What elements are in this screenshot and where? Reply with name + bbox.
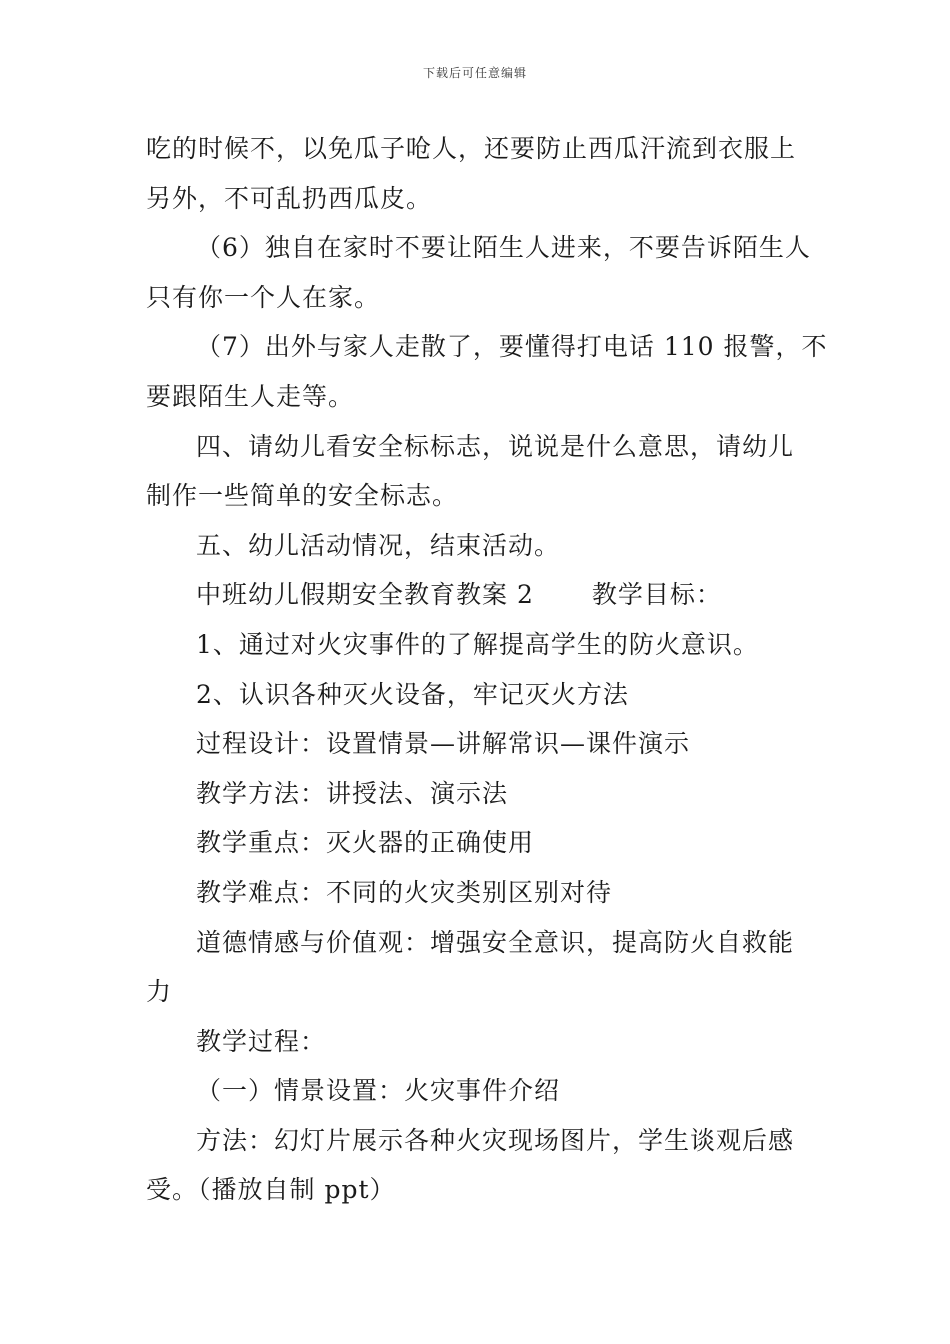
paragraph-line: 受。（播放自制 ppt）: [146, 1175, 396, 1205]
paragraph-line: 教学过程：: [196, 1026, 327, 1056]
paragraph-line: 制作一些简单的安全标志。: [146, 481, 459, 511]
paragraph-line: （一）情景设置：火灾事件介绍: [196, 1076, 561, 1106]
section-title-line: [146, 570, 814, 620]
paragraph-line: 2、认识各种灭火设备，牢记灭火方法: [196, 679, 629, 709]
paragraph-line: 1、通过对火灾事件的了解提高学生的防火意识。: [196, 629, 759, 659]
paragraph-line: 吃的时候不，以免瓜子呛人，还要防止西瓜汗流到衣服上: [146, 134, 797, 163]
teaching-goals-label: 教学目标：: [591, 580, 722, 610]
paragraph-line: 另外，不可乱扔西瓜皮。: [146, 183, 433, 213]
paragraph-line: （6）独自在家时不要让陌生人进来，不要告诉陌生人: [196, 233, 811, 263]
paragraph-line: 道德情感与价值观：增强安全意识，提高防火自救能: [196, 927, 795, 957]
document-body: [146, 124, 828, 1215]
paragraph-line: 教学方法：讲授法、演示法: [196, 778, 509, 808]
paragraph-line: （7）出外与家人走散了，要懂得打电话 110 报警，不: [196, 332, 828, 362]
paragraph-line: 四、请幼儿看安全标标志，说说是什么意思，请幼儿: [196, 431, 795, 461]
paragraph-line: 力: [146, 977, 173, 1007]
paragraph-line: 方法：幻灯片展示各种火灾现场图片，学生谈观后感: [196, 1125, 795, 1155]
paragraph-line: 要跟陌生人走等。: [146, 381, 355, 411]
paragraph-line: 教学难点：不同的火灾类别区别对待: [196, 877, 613, 907]
paragraph-line: 教学重点：灭火器的正确使用: [196, 828, 535, 858]
lesson-plan-title: 中班幼儿假期安全教育教案 2: [196, 580, 534, 610]
paragraph-line: 五、幼儿活动情况，结束活动。: [196, 530, 561, 560]
paragraph-line: 过程设计：设置情景—讲解常识—课件演示: [196, 729, 691, 759]
paragraph-line: 只有你一个人在家。: [146, 282, 381, 312]
page-header-note: 下载后可任意编辑: [422, 66, 527, 80]
